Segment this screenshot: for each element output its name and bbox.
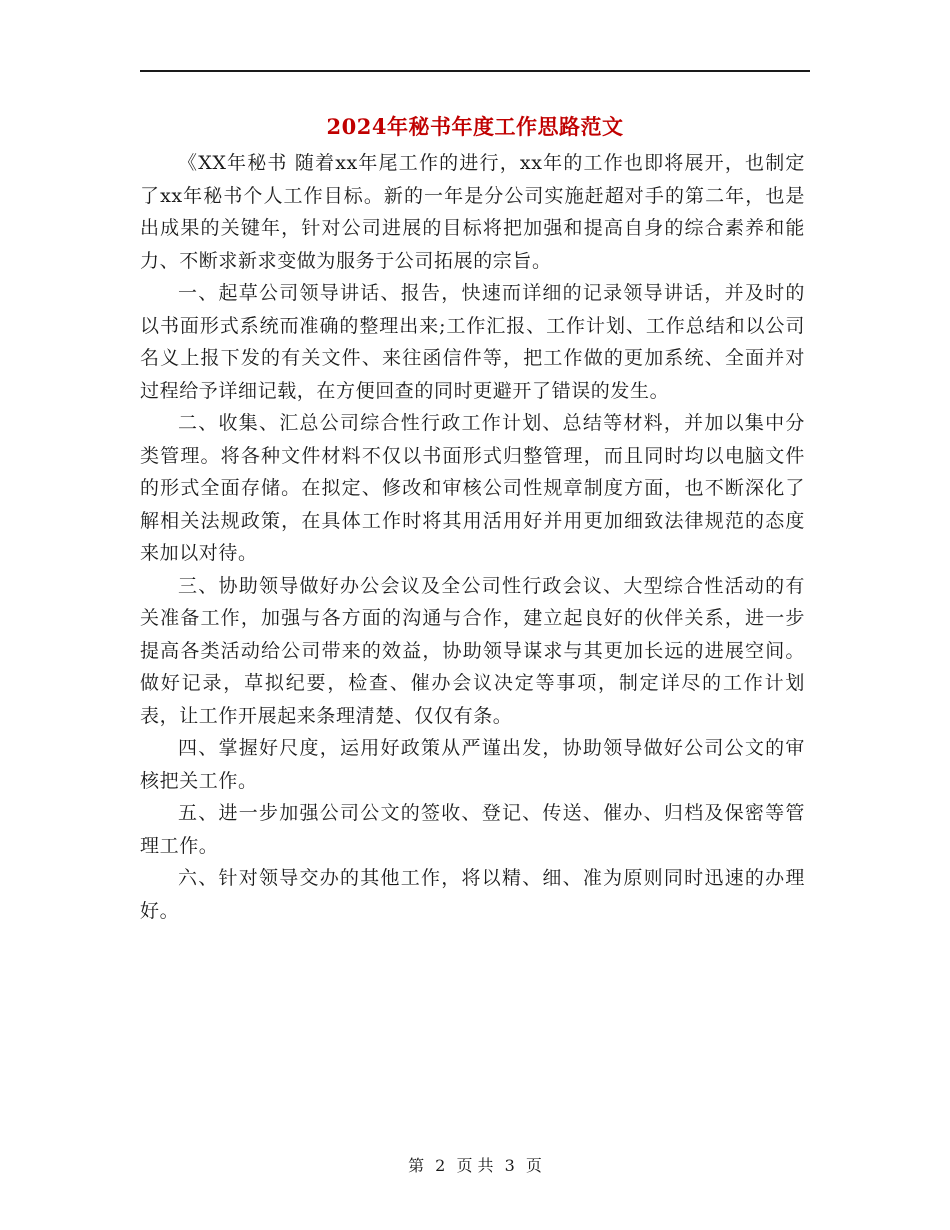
page-footer: [0, 1155, 950, 1177]
paragraph-3: 三、协助领导做好办公会议及全公司性行政会议、大型综合性活动的有关准备工作，加强与各方面的沟通与合作，建立起良好的伙伴关系，进一步提高各类活动给公司带来的效益，协助领导谋求与其更加长远的进展空间。做好记录，草拟纪要，检查、催办会议决定等事项，制定详尽的工作计划表，让工作开展起来条理清楚、仅仅有条。: [140, 574, 805, 727]
document-body: [140, 147, 805, 927]
footer-total-pages: 3: [504, 1156, 515, 1175]
header-rule: [140, 70, 810, 72]
paragraph-4: 四、掌握好尺度，运用好政策从严谨出发，协助领导做好公司公文的审核把关工作。: [140, 737, 805, 792]
footer-current-page: 2: [435, 1156, 446, 1175]
paragraph-intro: 《XX年秘书 随着xx年尾工作的进行，xx年的工作也即将展开，也制定了xx年秘书个人工作目标。新的一年是分公司实施赶超对手的第二年，也是出成果的关键年，针对公司进展的目标将把加强和提高自身的综合素养和能力、不断求新求变做为服务于公司拓展的宗旨。: [140, 152, 805, 272]
paragraph-6: 六、针对领导交办的其他工作，将以精、细、准为原则同时迅速的办理好。: [140, 867, 805, 922]
document-title: 2024年秘书年度工作思路范文: [326, 114, 624, 139]
paragraph-2: 二、收集、汇总公司综合性行政工作计划、总结等材料，并加以集中分类管理。将各种文件材料不仅以书面形式归整管理，而且同时均以电脑文件的形式全面存储。在拟定、修改和审核公司性规章制度方面，也不断深化了解相关法规政策，在具体工作时将其用活用好并用更加细致法律规范的态度来加以对待。: [140, 412, 805, 564]
paragraph-5: 五、进一步加强公司公文的签收、登记、传送、催办、归档及保密等管理工作。: [140, 802, 805, 857]
paragraph-1: 一、起草公司领导讲话、报告，快速而详细的记录领导讲话，并及时的以书面形式系统而准确的整理出来;工作汇报、工作计划、工作总结和以公司名义上报下发的有关文件、来往函信件等，把工作做的更加系统、全面并对过程给予详细记载，在方便回查的同时更避开了错误的发生。: [140, 282, 805, 402]
footer-mid: 页 共: [456, 1156, 494, 1175]
footer-suffix: 页: [525, 1156, 542, 1175]
footer-prefix: 第: [408, 1156, 425, 1175]
